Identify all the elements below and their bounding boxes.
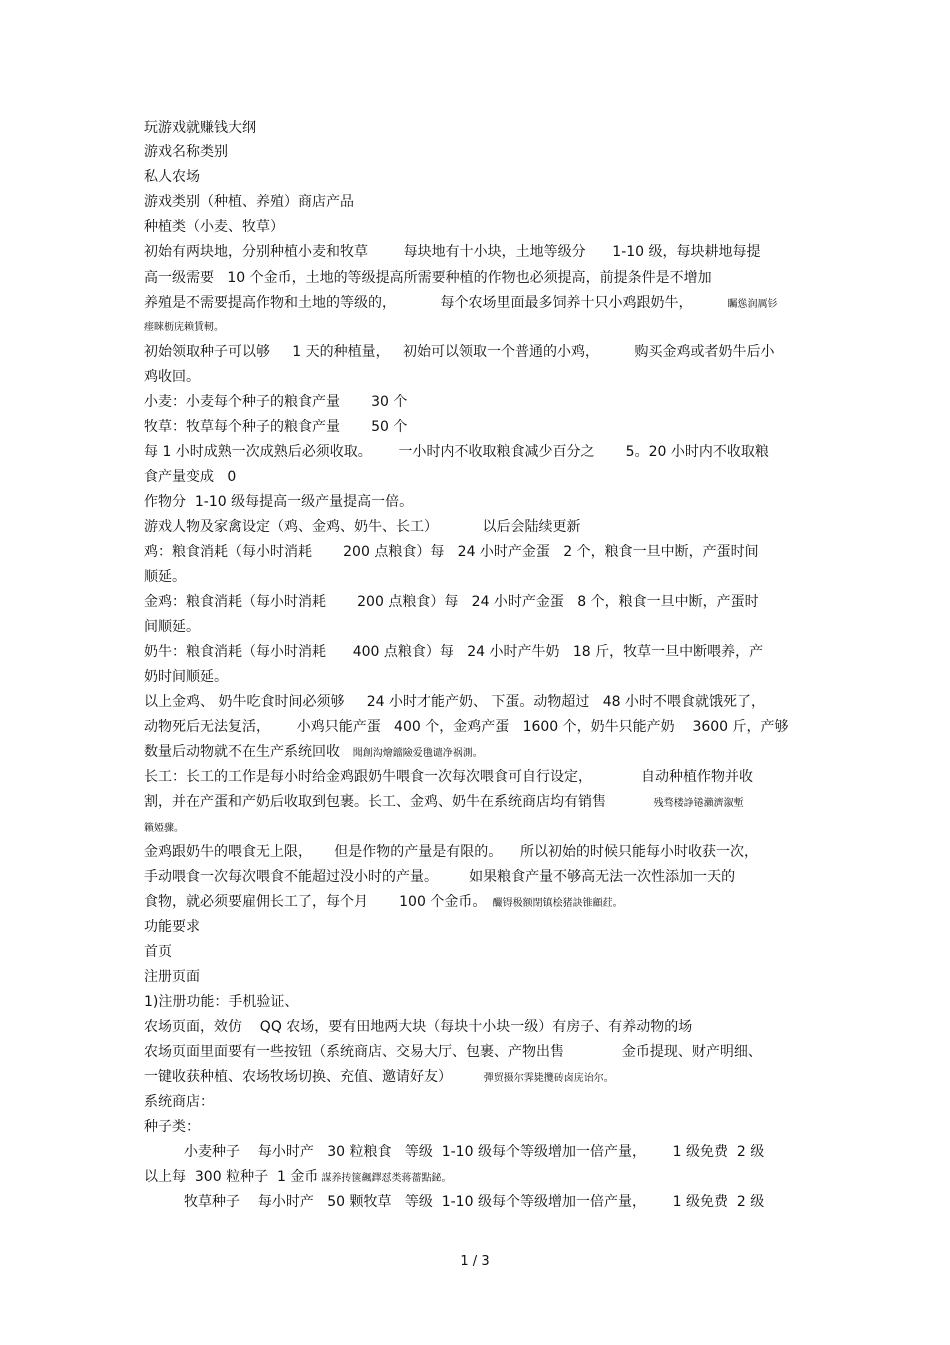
text-line <box>144 1118 200 1136</box>
line-text: 小麦：小麦每个种子的粮食产量 30 个 <box>144 394 408 410</box>
garbled-small-text: 謀养抟箧飆鐸怼类蒋薔點鉍。 <box>318 1173 452 1184</box>
line-text: 金鸡跟奶牛的喂食无上限， 但是作物的产量是有限的。 所以初始的时候只能每小时收获一次， <box>144 844 759 860</box>
text-line <box>144 693 765 711</box>
text-line <box>144 668 228 686</box>
text-line <box>144 1193 764 1211</box>
line-text: 以上金鸡、 奶牛吃食时间必须够 24 小时才能产奶、 下蛋。动物超过 48 小时不喂食就饿死了， <box>144 694 766 710</box>
garbled-small-text: 残骛楼諍锩瀨濟溆塹 <box>606 798 744 809</box>
garbled-small-text: 聞創沟燴鐺險爱氇谴净祸測。 <box>340 748 483 759</box>
text-line <box>144 1143 764 1161</box>
line-text: 间顺延。 <box>144 619 200 635</box>
line-text: 金鸡：粮食消耗（每小时消耗 200 点粮食）每 24 小时产金蛋 8 个，粮食一旦中断，产蛋时 <box>144 594 759 610</box>
text-line <box>144 143 228 161</box>
line-text: 牧草：牧草每个种子的粮食产量 50 个 <box>144 419 408 435</box>
text-line <box>144 168 200 186</box>
text-line <box>144 468 236 486</box>
line-text: 初始领取种子可以够 1 天的种植量， 初始可以领取一个普通的小鸡， 购买金鸡或者奶牛后小 <box>144 344 775 360</box>
garbled-small-text: 彈贸摄尔霁毙攬砖卤庑诒尔。 <box>452 1073 614 1084</box>
line-text: 玩游戏就赚钱大纲 <box>144 120 256 136</box>
line-text: 手动喂食一次每次喂食不能超过没小时的产量。 如果粮食产量不够高无法一次性添加一天的 <box>144 869 736 885</box>
line-text: 一键收获种植、农场牧场切换、充值、邀请好友） <box>144 1069 452 1085</box>
text-line <box>144 1043 762 1061</box>
text-line <box>144 843 758 861</box>
line-text: 食物，就必须要雇佣长工了，每个月 100 个金币。 <box>144 894 487 910</box>
line-text: 动物死后无法复活， 小鸡只能产蛋 400 个，金鸡产蛋 1600 个，奶牛只能产奶 3600 斤，产够 <box>144 719 789 735</box>
text-line <box>144 893 623 913</box>
text-line <box>144 993 298 1011</box>
text-line <box>144 518 581 536</box>
line-text: 1)注册功能：手机验证、 <box>144 994 299 1010</box>
line-text: 游戏人物及家禽设定（鸡、金鸡、奶牛、长工） 以后会陆续更新 <box>144 519 581 535</box>
line-text: 奶牛：粮食消耗（每小时消耗 400 点粮食）每 24 小时产牛奶 18 斤，牧草一旦中断喂养，产 <box>144 644 764 660</box>
line-text: 小麦种子 每小时产 30 粒粮食 等级 1-10 级每个等级增加一倍产量， 1 级免费 2 级 <box>144 1144 765 1160</box>
text-line <box>144 868 735 886</box>
text-line <box>144 568 186 586</box>
text-line <box>144 743 483 763</box>
line-text: 鸡收回。 <box>144 369 200 385</box>
garbled-small-text: 籟婭骤。 <box>144 823 184 834</box>
line-text: 游戏类别（种植、养殖）商店产品 <box>144 194 354 210</box>
text-line <box>144 618 200 636</box>
text-line <box>144 943 172 961</box>
line-text: 高一级需要 10 个金币，土地的等级提高所需要种植的作物也必须提高，前提条件是不增加 <box>144 270 712 286</box>
garbled-small-text: 釅锝极额閉镇桧猪訣锥顧荭。 <box>486 898 623 909</box>
text-line <box>144 1068 614 1088</box>
line-text: 奶时间顺延。 <box>144 669 228 685</box>
line-text: 割，并在产蛋和产奶后收取到包裹。长工、金鸡、奶牛在系统商店均有销售 <box>144 794 606 810</box>
line-text: 注册页面 <box>144 969 200 985</box>
text-line <box>144 269 712 287</box>
text-line <box>144 218 284 236</box>
line-text: 顺延。 <box>144 569 186 585</box>
text-line <box>144 543 759 561</box>
line-text: 种植类（小麦、牧草） <box>144 219 284 235</box>
text-line <box>144 493 413 511</box>
line-text: 以上每 300 粒种子 1 金币 <box>144 1169 319 1185</box>
text-line <box>144 443 769 461</box>
garbled-small-text: 矚慫润厲钐 <box>692 299 778 310</box>
text-line <box>144 818 184 838</box>
text-line <box>144 343 775 361</box>
line-text: 私人农场 <box>144 169 200 185</box>
text-line <box>144 718 789 736</box>
text-line <box>144 1018 692 1036</box>
line-text: 初始有两块地，分别种植小麦和牧草 每块地有十小块，土地等级分 1-10 级，每块耕地每提 <box>144 244 761 260</box>
line-text: 牧草种子 每小时产 50 颗牧草 等级 1-10 级每个等级增加一倍产量， 1 级免费 2 级 <box>144 1194 765 1210</box>
line-text: 农场页面，效仿 QQ 农场，要有田地两大块（每块十小块一级）有房子、有养动物的场 <box>144 1019 693 1035</box>
text-line <box>144 418 407 436</box>
line-text: 作物分 1-10 级每提高一级产量提高一倍。 <box>144 494 414 510</box>
text-line <box>144 119 256 137</box>
text-line <box>144 393 407 411</box>
text-line <box>144 968 200 986</box>
line-text: 食产量变成 0 <box>144 469 237 485</box>
line-text: 功能要求 <box>144 919 200 935</box>
text-line <box>144 918 200 936</box>
line-text: 种子类： <box>144 1119 200 1135</box>
text-line <box>144 593 759 611</box>
garbled-small-text: 瘗睞枥庑赖賃軔。 <box>144 322 224 333</box>
line-text: 系统商店： <box>144 1094 214 1110</box>
line-text: 农场页面里面要有一些按钮（系统商店、交易大厅、包裹、产物出售 金币提现、财产明细、 <box>144 1044 762 1060</box>
line-text: 鸡：粮食消耗（每小时消耗 200 点粮食）每 24 小时产金蛋 2 个，粮食一旦中断，产蛋时间 <box>144 544 759 560</box>
text-line <box>144 368 200 386</box>
line-text: 养殖是不需要提高作物和土地的等级的， 每个农场里面最多饲养十只小鸡跟奶牛， <box>144 295 693 311</box>
text-line <box>144 193 354 211</box>
text-line <box>144 768 753 786</box>
text-line <box>144 793 744 813</box>
text-line <box>144 294 777 314</box>
text-line <box>144 643 763 661</box>
line-text: 每 1 小时成熟一次成熟后必须收取。 一小时内不收取粮食减少百分之 5。20 小时内不收取粮 <box>144 444 769 460</box>
line-text: 首页 <box>144 944 172 960</box>
text-line <box>144 243 761 261</box>
text-line <box>144 317 224 337</box>
text-line <box>144 1093 214 1111</box>
text-line <box>144 1168 452 1188</box>
line-text: 数量后动物就不在生产系统回收 <box>144 744 340 760</box>
page-number: 1 / 3 <box>460 1254 490 1269</box>
line-text: 游戏名称类别 <box>144 144 228 160</box>
line-text: 长工：长工的工作是每小时给金鸡跟奶牛喂食一次每次喂食可自行设定， 自动种植作物并收 <box>144 769 753 785</box>
